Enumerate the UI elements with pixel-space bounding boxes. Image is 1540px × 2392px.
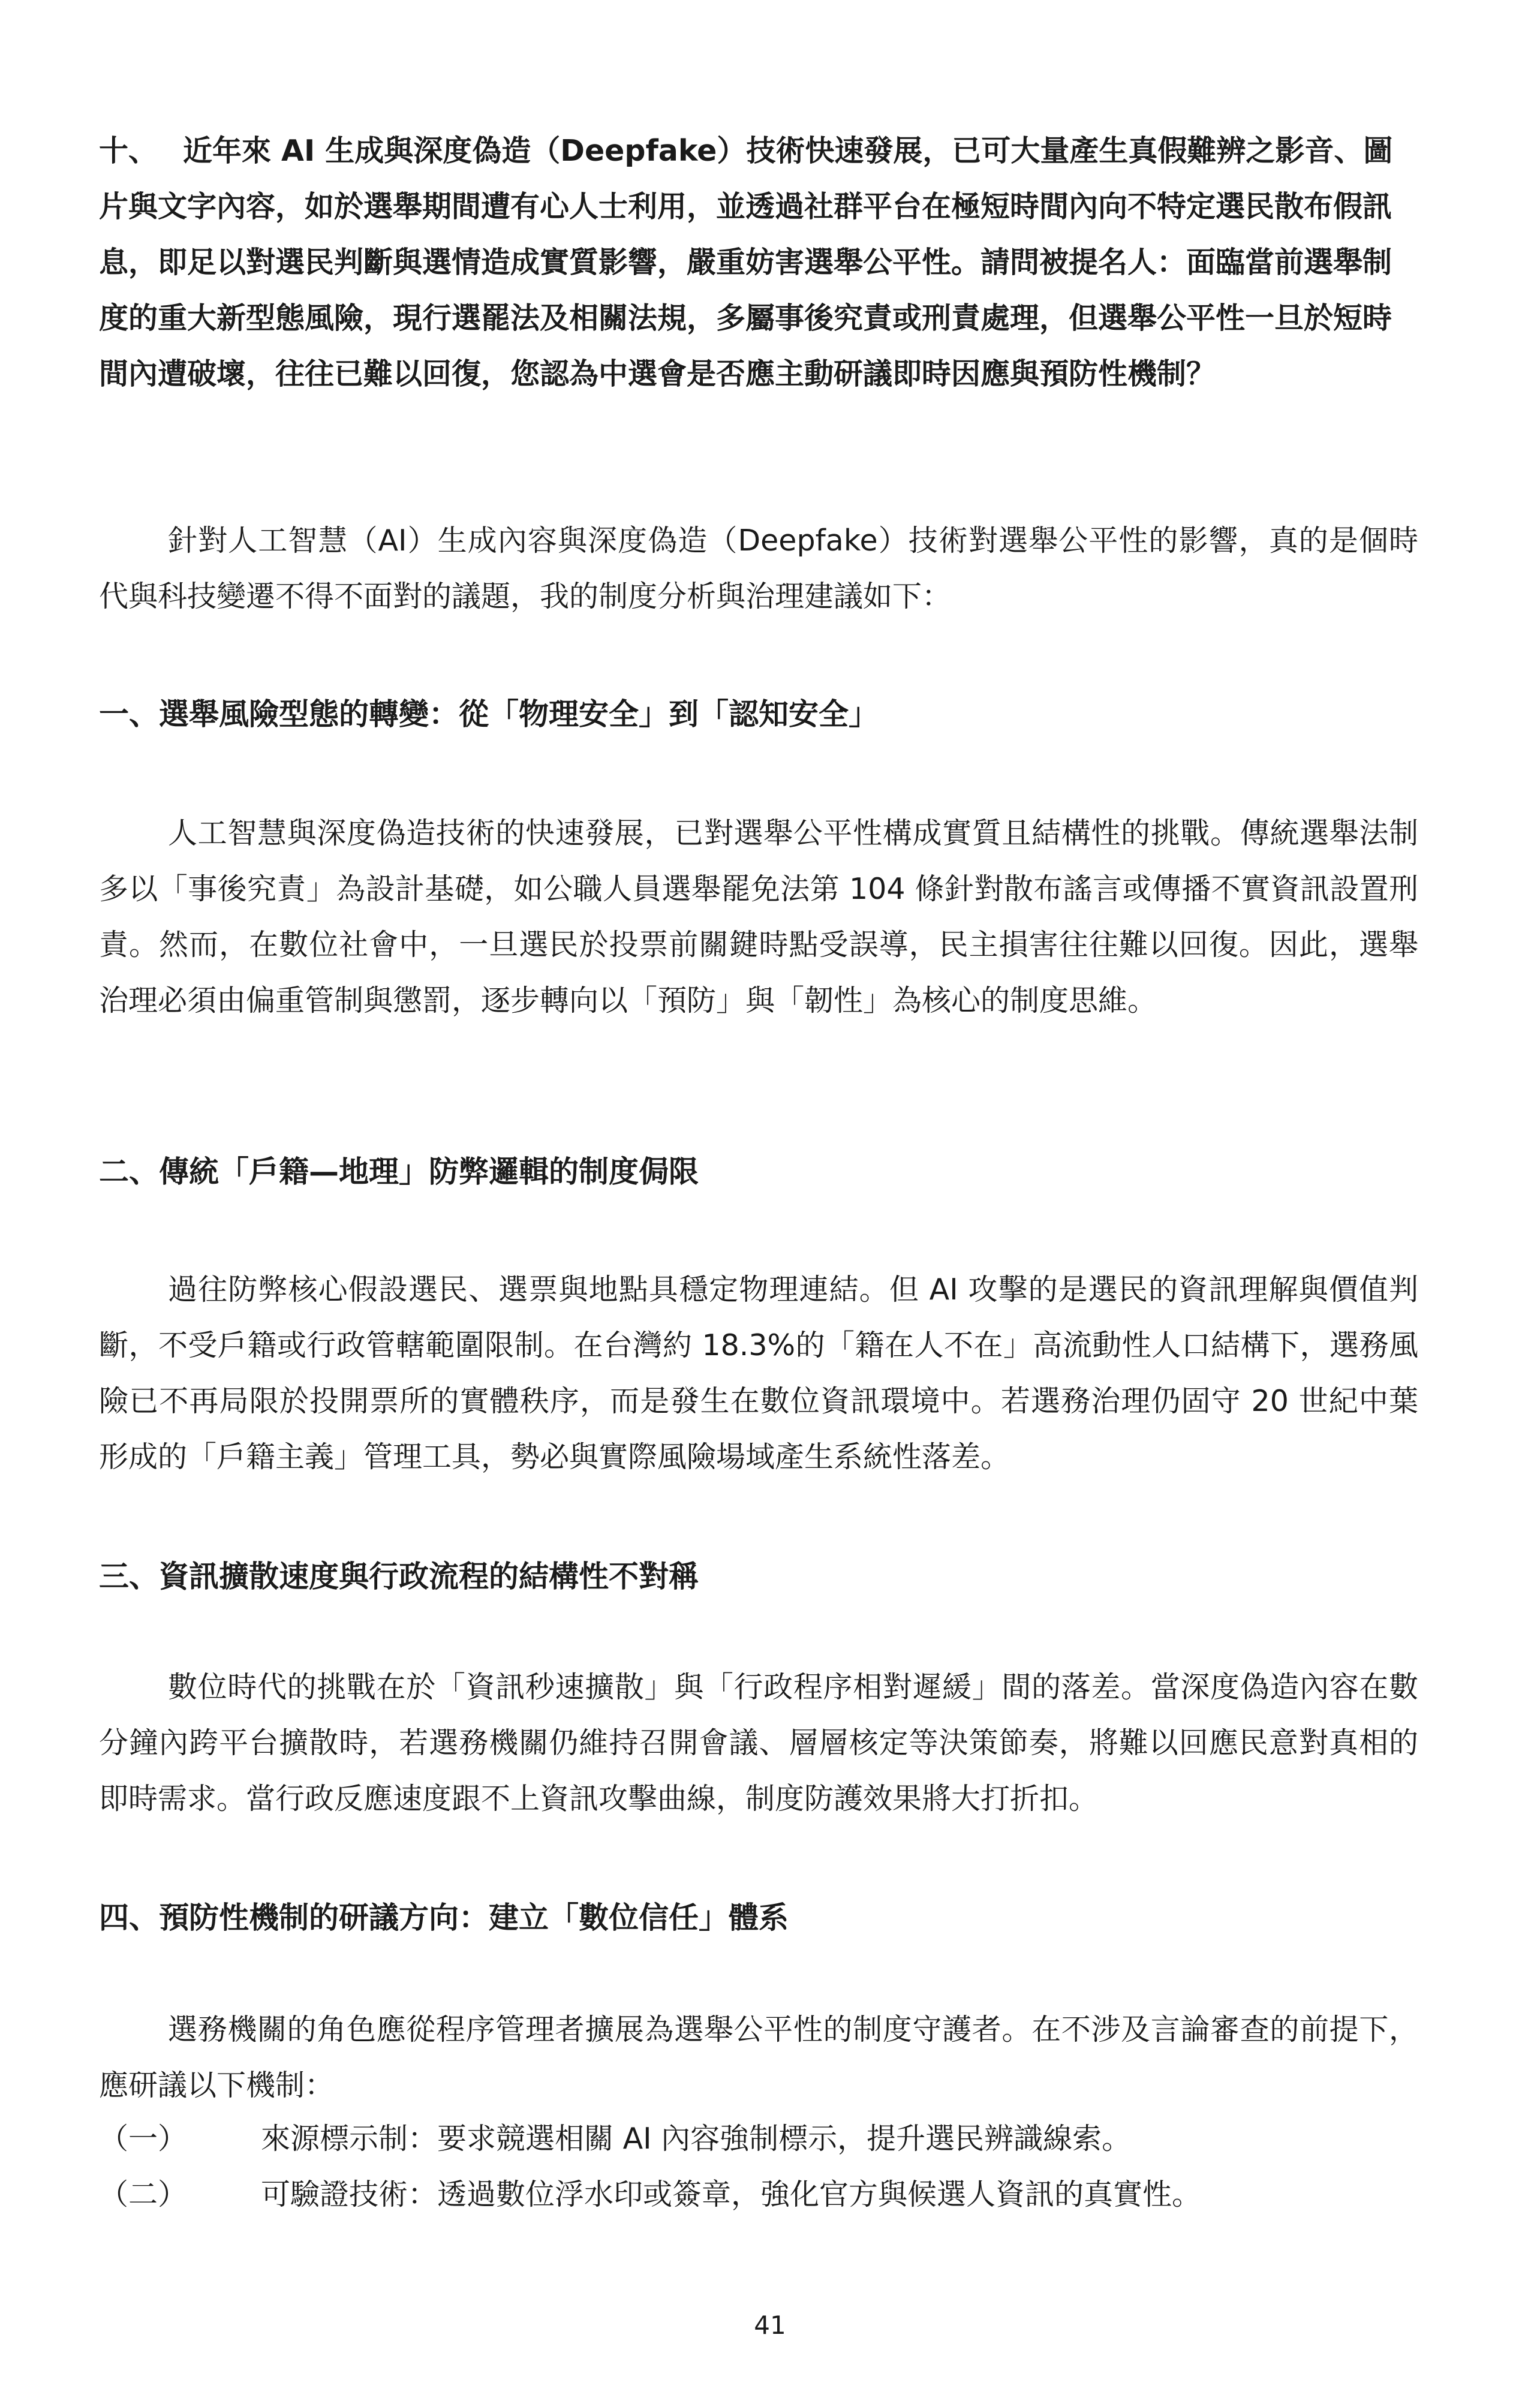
page-number: 41 [754,2310,786,2340]
question-number: 十、 [99,134,158,168]
question-text: 近年來 AI 生成與深度偽造（Deepfake）技術快速發展，已可大量產生真假難辨之影音、圖片與文字內容，如於選舉期間遭有心人士利用，並透過社群平台在極短時間內向不特定選民散布假訊息，即足以對選民判斷與選情造成實質影響，嚴重妨害選舉公平性。請問被提名人：面臨當前選舉制度的重大新型態風險，現行選罷法及相關法規，多屬事後究責或刑責處理，但選舉公平性一旦於短時間內遭破壞，往往已難以回復，您認為中選會是否應主動研議即時因應與預防性機制？ [99,134,1393,391]
question-paragraph [99,123,1418,402]
intro-paragraph: 針對人工智慧（AI）生成內容與深度偽造（Deepfake）技術對選舉公平性的影響，真的是個時代與科技變遷不得不面對的議題，我的制度分析與治理建議如下： [99,523,1418,613]
list-marker: （一） [99,2122,188,2156]
list-item [99,2167,1418,2222]
list-text: 來源標示制：要求競選相關 AI 內容強制標示，提升選民辨識線索。 [261,2122,1132,2156]
section-heading-1: 一、選舉風險型態的轉變：從「物理安全」到「認知安全」 [99,697,879,732]
section-heading-3: 三、資訊擴散速度與行政流程的結構性不對稱 [99,1559,699,1594]
section-heading-4: 四、預防性機制的研議方向：建立「數位信任」體系 [99,1900,789,1935]
section-body-3: 數位時代的挑戰在於「資訊秒速擴散」與「行政程序相對遲緩」間的落差。當深度偽造內容在數分鐘內跨平台擴散時，若選務機關仍維持召開會議、層層核定等決策節奏，將難以回應民意對真相的即時需求。當行政反應速度跟不上資訊攻擊曲線，制度防護效果將大打折扣。 [99,1670,1418,1816]
section-body-1: 人工智慧與深度偽造技術的快速發展，已對選舉公平性構成實質且結構性的挑戰。傳統選舉法制多以「事後究責」為設計基礎，如公職人員選舉罷免法第 104 條針對散布謠言或傳播不實資訊設置刑責。然而，在數位社會中，一旦選民於投票前關鍵時點受誤導，民主損害往往難以回復。因此，選舉治理必須由偏重管制與懲罰，逐步轉向以「預防」與「韌性」為核心的制度思維。 [99,816,1418,1018]
section-body-2: 過往防弊核心假設選民、選票與地點具穩定物理連結。但 AI 攻擊的是選民的資訊理解與價值判斷，不受戶籍或行政管轄範圍限制。在台灣約 18.3%的「籍在人不在」高流動性人口結構下，選務風險已不再局限於投開票所的實體秩序，而是發生在數位資訊環境中。若選務治理仍固守 20 世紀中葉形成的「戶籍主義」管理工具，勢必與實際風險場域產生系統性落差。 [99,1272,1418,1474]
section-heading-2: 二、傳統「戶籍—地理」防弊邏輯的制度侷限 [99,1154,699,1189]
list-item [99,2111,1418,2167]
list-marker: （二） [99,2177,188,2212]
section-body-4: 選務機關的角色應從程序管理者擴展為選舉公平性的制度守護者。在不涉及言論審查的前提下，應研議以下機制： [99,2012,1418,2102]
list-text: 可驗證技術：透過數位浮水印或簽章，強化官方與候選人資訊的真實性。 [261,2177,1202,2212]
